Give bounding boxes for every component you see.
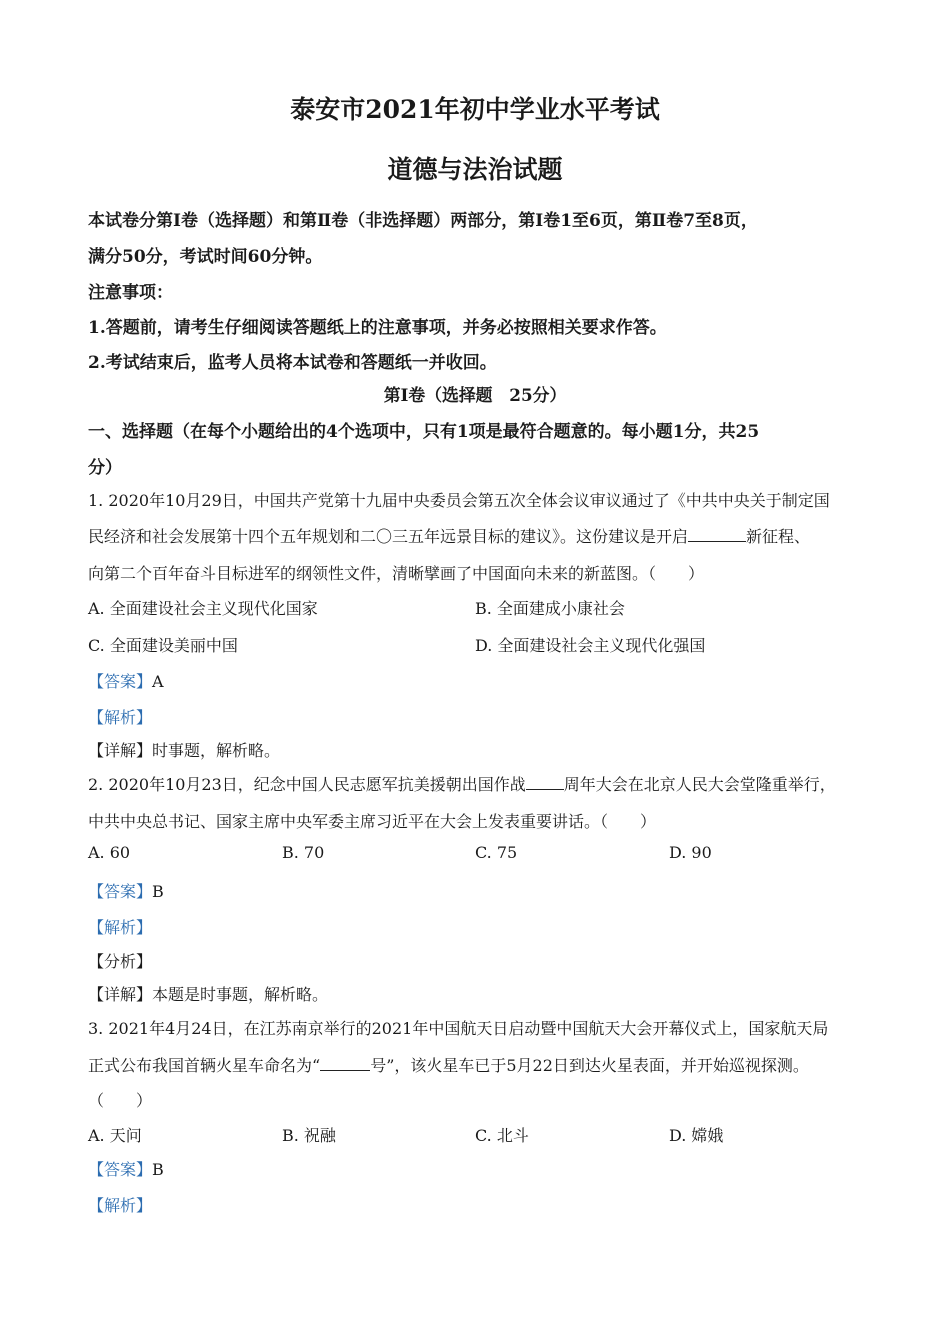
detail-tag: 【详解】 (88, 741, 153, 760)
exam-subtitle: 道德与法治试题 (387, 155, 563, 184)
section-heading-2: 分） (88, 458, 122, 478)
q1-line-3: 向第二个百年奋斗目标进军的纲领性文件，清晰擘画了中国面向未来的新蓝图。（ ） (88, 564, 705, 583)
q1-line-2-b: 新征程、 (746, 527, 811, 546)
q1-answer-value: A (152, 672, 164, 691)
q2-analysis-tag: 【解析】 (88, 918, 153, 937)
notice-2: 2.考试结束后，监考人员将本试卷和答题纸一并收回。 (88, 353, 497, 373)
q1-analysis-tag: 【解析】 (88, 708, 153, 727)
q1-option-c: C. 全面建设美丽中国 (88, 636, 238, 655)
answer-tag: 【答案】 (88, 882, 153, 901)
part-title: 第Ⅰ卷（选择题 25分） (383, 385, 567, 405)
answer-tag: 【答案】 (88, 1160, 153, 1179)
q3-option-b: B. 祝融 (282, 1126, 336, 1145)
q3-option-d: D. 嫦娥 (669, 1126, 724, 1145)
q1-option-b: B. 全面建成小康社会 (475, 599, 625, 618)
q3-answer (88, 1157, 164, 1180)
q2-line-1-b: 周年大会在北京人民大会堂隆重举行， (563, 775, 836, 794)
q1-line-2 (88, 524, 810, 547)
q1-answer (88, 669, 164, 692)
q2-line-1-a: 2. 2020年10月23日，纪念中国人民志愿军抗美援朝出国作战 (88, 775, 526, 794)
q2-option-c: C. 75 (475, 843, 518, 862)
q2-line-2: 中共中央总书记、国家主席中央军委主席习近平在大会上发表重要讲话。（ ） (88, 812, 657, 831)
q3-line-2 (88, 1053, 809, 1076)
q3-answer-value: B (152, 1160, 164, 1179)
intro-line-2: 满分50分，考试时间60分钟。 (88, 247, 323, 267)
q1-line-2-a: 民经济和社会发展第十四个五年规划和二〇三五年远景目标的建议》。这份建议是开启 (88, 527, 689, 546)
q1-line-1: 1. 2020年10月29日，中国共产党第十九届中央委员会第五次全体会议审议通过了《中共中央关于制定国 (88, 491, 830, 510)
q3-line-3: （ ） (88, 1091, 153, 1110)
q1-detail (88, 738, 280, 761)
q3-option-c: C. 北斗 (475, 1126, 529, 1145)
q3-option-a: A. 天问 (88, 1126, 142, 1145)
q1-option-a: A. 全面建设社会主义现代化国家 (88, 599, 318, 618)
q3-line-1: 3. 2021年4月24日，在江苏南京举行的2021年中国航天日启动暨中国航天大会开幕仪式上，国家航天局 (88, 1019, 829, 1038)
intro-line-1: 本试卷分第Ⅰ卷（选择题）和第Ⅱ卷（非选择题）两部分，第Ⅰ卷1至6页，第Ⅱ卷7至8页， (88, 211, 758, 231)
q3-line-2-a: 正式公布我国首辆火星车命名为“ (88, 1056, 321, 1075)
answer-tag: 【答案】 (88, 672, 153, 691)
q2-detail-text: 本题是时事题，解析略。 (152, 985, 329, 1004)
q2-detail (88, 982, 328, 1005)
q2-answer-value: B (152, 882, 164, 901)
q3-line-2-b: 号”，该火星车已于5月22日到达火星表面，并开始巡视探测。 (370, 1056, 809, 1075)
notice-heading: 注意事项： (88, 283, 173, 303)
q2-answer (88, 879, 164, 902)
q2-option-d: D. 90 (669, 843, 712, 862)
q2-blank (526, 775, 564, 790)
exam-title: 泰安市2021年初中学业水平考试 (290, 95, 660, 124)
section-heading-1: 一、选择题（在每个小题给出的4个选项中，只有1项是最符合题意的。每小题1分，共25 (88, 422, 760, 442)
q1-blank (688, 527, 746, 542)
q3-analysis-tag: 【解析】 (88, 1196, 153, 1215)
q1-detail-text: 时事题，解析略。 (152, 741, 281, 760)
q2-line-1 (88, 772, 836, 795)
q2-fenxi-tag: 【分析】 (88, 952, 153, 971)
q1-option-d: D. 全面建设社会主义现代化强国 (475, 636, 706, 655)
q2-option-a: A. 60 (88, 843, 131, 862)
detail-tag: 【详解】 (88, 985, 153, 1004)
notice-1: 1.答题前，请考生仔细阅读答题纸上的注意事项，并务必按照相关要求作答。 (88, 318, 667, 338)
q2-option-b: B. 70 (282, 843, 325, 862)
q3-blank (320, 1056, 370, 1071)
